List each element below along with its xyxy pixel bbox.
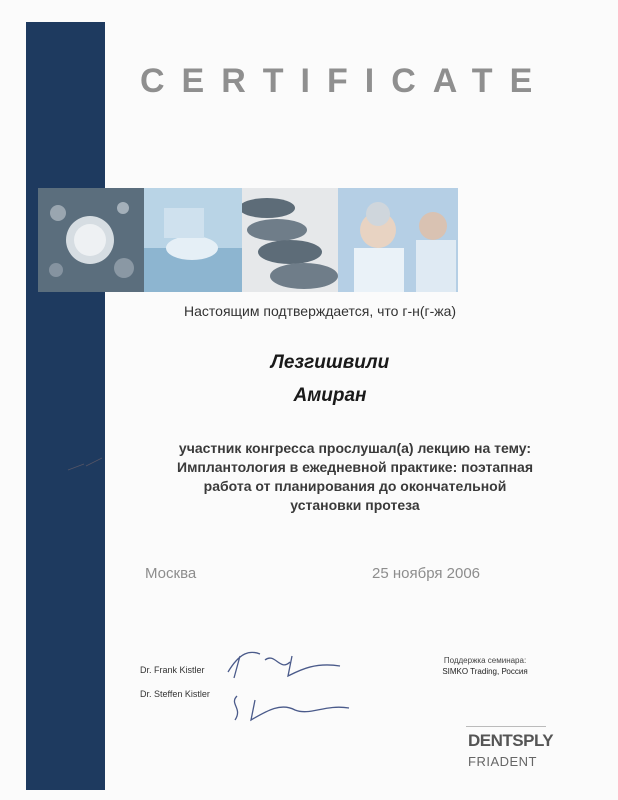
logo-divider [466,726,546,727]
side-bar-decoration [26,22,105,790]
signature-steffen-kistler [225,690,355,726]
photo-strip [38,188,458,292]
lecture-topic [130,439,580,515]
recipient-surname: Лезгишвили [270,352,390,373]
recipient-given-name: Амиран [293,385,367,406]
sponsor-name: SIMKO Trading, Россия [442,667,528,676]
event-date: 25 ноября 2006 [372,565,481,582]
scan-mark [66,456,106,476]
photo-implant-thread [242,188,338,292]
lecture-line: установки протеза [290,497,420,513]
event-place: Москва [145,565,197,582]
lecture-line: участник конгресса прослушал(а) лекцию на тему: [178,440,532,456]
confirmation-text: Настоящим подтверждается, что г-н(г-жа) [184,303,457,319]
friadent-logo: FRIADENT [468,754,537,769]
photo-dentist [338,188,458,292]
certificate-title: CERTIFICATE [140,62,550,100]
support-label: Поддержка семинара: [443,656,527,665]
lecture-line: Имплантология в ежедневной практике: поэтапная [177,459,533,475]
dentsply-logo: DENTSPLY [468,731,554,750]
photo-implant-surface [38,188,144,292]
signer-name: Dr. Frank Kistler [140,665,205,675]
signature-frank-kistler [220,642,350,682]
signer-name: Dr. Steffen Kistler [140,689,210,699]
photo-dental-work [144,188,242,292]
lecture-line: работа от планирования до окончательной [203,478,507,494]
